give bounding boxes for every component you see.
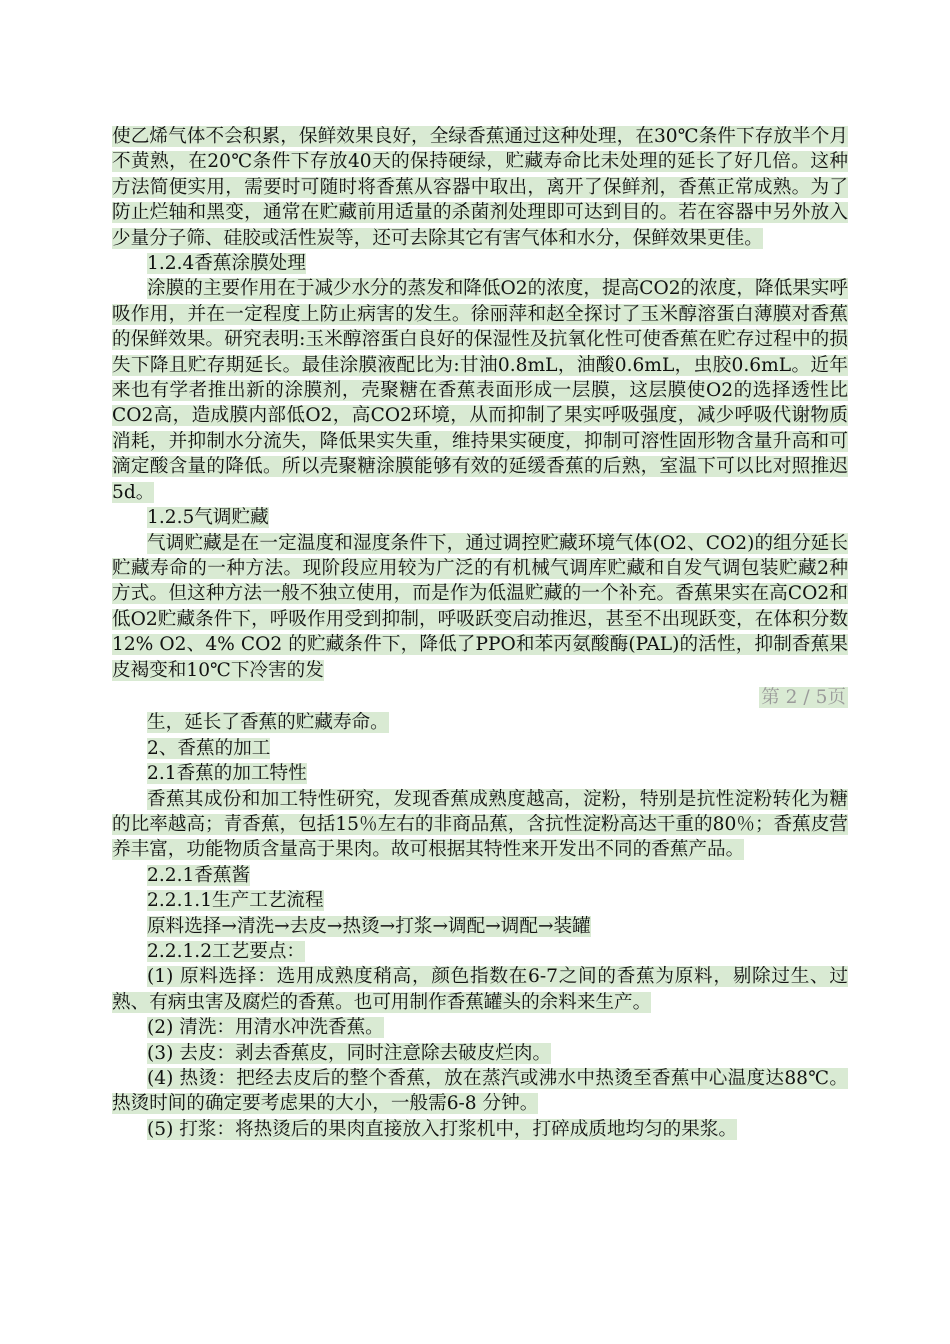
paragraph-h2 xyxy=(112,736,848,761)
paragraph-h124 xyxy=(112,251,848,276)
paragraph-text: 2.2.1香蕉酱 xyxy=(147,864,251,886)
paragraph-h221 xyxy=(112,863,848,888)
paragraph-text: 涂膜的主要作用在于减少水分的蒸发和降低O2的浓度，提高CO2的浓度，降低果实呼吸作用，并在一定程度上防止病害的发生。徐丽萍和赵全探讨了玉米醇溶蛋白薄膜对香蕉的保鲜效果。研究表明:玉米醇溶蛋白良好的保湿性及抗氧化性可使香蕉在贮存过程中的损失下降且贮存期延长。最佳涂膜液配比为:甘油0.8mL，油酸0.6mL，虫胶0.6mL。近年来也有学者推出新的涂膜剂，壳聚糖在香蕉表面形成一层膜，这层膜使O2的选择透性比CO2高，造成膜内部低O2，高CO2环境，从而抑制了果实呼吸强度，减少呼吸代谢物质消耗，并抑制水分流失，降低果实失重，维持果实硬度，抑制可溶性固形物含量升高和可滴定酸含量的降低。所以壳聚糖涂膜能够有效的延缓香蕉的后熟，室温下可以比对照推迟5d。 xyxy=(112,278,848,503)
paragraph-text: 生，延长了香蕉的贮藏寿命。 xyxy=(147,712,389,734)
text-section-storage xyxy=(112,124,848,683)
paragraph-text: (2) 清洗：用清水冲洗香蕉。 xyxy=(147,1017,384,1039)
paragraph-s2 xyxy=(112,1015,848,1040)
paragraph-text: (3) 去皮：剥去香蕉皮，同时注意除去破皮烂肉。 xyxy=(147,1042,552,1064)
paragraph-s5 xyxy=(112,1117,848,1142)
paragraph-p3 xyxy=(112,531,848,683)
paragraph-text: 使乙烯气体不会积累，保鲜效果良好，全绿香蕉通过这种处理，在30℃条件下存放半个月不黄熟，在20℃条件下存放40天的保持硬绿，贮藏寿命比未处理的延长了好几倍。这种方法简便实用，需要时可随时将香蕉从容器中取出，离开了保鲜剂，香蕉正常成熟。为了防止烂轴和黑变，通常在贮藏前用适量的杀菌剂处理即可达到目的。若在容器中另外放入少量分子筛、硅胶或活性炭等，还可去除其它有害气体和水分，保鲜效果更佳。 xyxy=(112,126,848,249)
paragraph-s3 xyxy=(112,1041,848,1066)
paragraph-text: 原料选择→清洗→去皮→热烫→打浆→调配→调配→装罐 xyxy=(147,915,591,937)
page-footer xyxy=(112,685,848,710)
paragraph-s1 xyxy=(112,964,848,1015)
page-number-label: 第 2 / 5页 xyxy=(761,686,846,708)
paragraph-text: 2、香蕉的加工 xyxy=(147,737,271,759)
paragraph-p5 xyxy=(112,787,848,863)
paragraph-h21 xyxy=(112,761,848,786)
paragraph-text: 气调贮藏是在一定温度和湿度条件下，通过调控贮藏环境气体(O2、CO2)的组分延长贮藏寿命的一种方法。现阶段应用较为广泛的有机械气调库贮藏和自发气调包装贮藏2种方式。但这种方法一般不独立使用，而是作为低温贮藏的一个补充。香蕉果实在高CO2和低O2贮藏条件下，呼吸作用受到抑制，呼吸跃变启动推迟，甚至不出现跃变，在体积分数12% O2、4% CO2 的贮藏条件下，降低了PPO和苯丙氨酸酶(PAL)的活性，抑制香蕉果皮褐变和10℃下冷害的发 xyxy=(112,532,848,681)
paragraph-text: 香蕉其成份和加工特性研究，发现香蕉成熟度越高，淀粉，特别是抗性淀粉转化为糖的比率越高；青香蕉，包括15％左右的非商品蕉，含抗性淀粉高达干重的80％；香蕉皮营养丰富，功能物质含量高于果肉。故可根据其特性来开发出不同的香蕉产品。 xyxy=(112,788,848,861)
paragraph-h2212 xyxy=(112,939,848,964)
paragraph-text: 1.2.4香蕉涂膜处理 xyxy=(147,253,306,275)
document-page xyxy=(112,124,848,1142)
paragraph-p2 xyxy=(112,276,848,505)
paragraph-text: 2.2.1.2工艺要点： xyxy=(147,941,306,962)
paragraph-text: (1) 原料选择：选用成熟度稍高，颜色指数在6-7之间的香蕉为原料，剔除过生、过熟、有病虫害及腐烂的香蕉。也可用制作香蕉罐头的余料来生产。 xyxy=(112,966,848,1013)
paragraph-h125 xyxy=(112,505,848,530)
paragraph-text: 2.2.1.1生产工艺流程 xyxy=(147,890,324,912)
paragraph-p4 xyxy=(112,710,848,735)
paragraph-s4 xyxy=(112,1066,848,1117)
paragraph-text: 1.2.5气调贮藏 xyxy=(147,507,269,529)
paragraph-p6 xyxy=(112,914,848,939)
paragraph-text: (5) 打浆：将热烫后的果肉直接放入打浆机中，打碎成质地均匀的果浆。 xyxy=(147,1118,738,1140)
paragraph-text: (4) 热烫：把经去皮后的整个香蕉，放在蒸汽或沸水中热烫至香蕉中心温度达88℃。热烫时间的确定要考虑果的大小，一般需6-8 分钟。 xyxy=(112,1068,848,1115)
paragraph-p1 xyxy=(112,124,848,251)
paragraph-text: 2.1香蕉的加工特性 xyxy=(147,763,307,785)
paragraph-h2211 xyxy=(112,888,848,913)
text-section-processing xyxy=(112,710,848,1142)
